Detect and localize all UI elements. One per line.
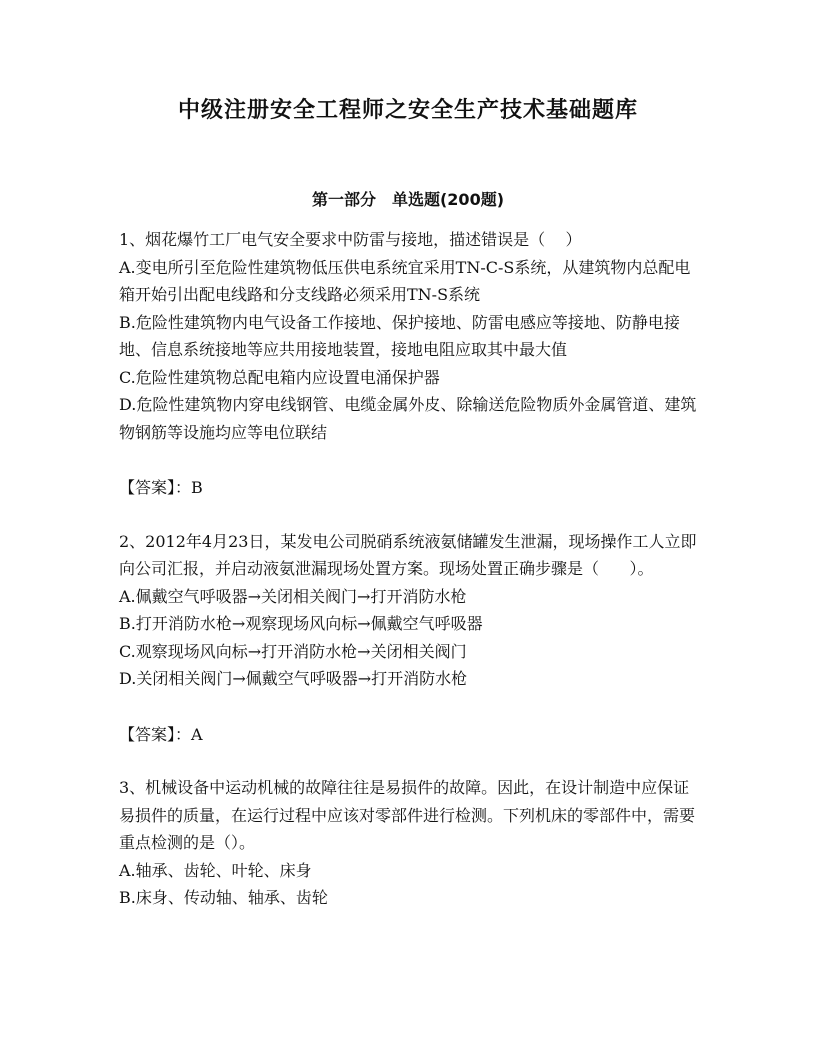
option-b: B.床身、传动轴、轴承、齿轮: [119, 888, 328, 907]
question-1: [119, 226, 699, 502]
option-b: B.危险性建筑物内电气设备工作接地、保护接地、防雷电感应等接地、防静电接地、信息系统接地等应共用接地装置，接地电阻应取其中最大值: [119, 312, 680, 359]
option-b: B.打开消防水枪→观察现场风向标→佩戴空气呼吸器: [119, 614, 483, 633]
option-c: C.危险性建筑物总配电箱内应设置电涌保护器: [119, 367, 440, 387]
option-a: A.佩戴空气呼吸器→关闭相关阀门→打开消防水枪: [119, 586, 467, 606]
question-2: [119, 528, 699, 749]
option-d: D.危险性建筑物内穿电线钢管、电缆金属外皮、除输送危险物质外金属管道、建筑物钢筋等设施均应等电位联结: [119, 395, 697, 442]
question-stem: 3、机械设备中运动机械的故障往往是易损件的故障。因此，在设计制造中应保证易损件的质量，在运行过程中应该对零部件进行检测。下列机床的零部件中，需要重点检测的是（）。: [119, 778, 696, 852]
answer-line: 【答案】：B: [119, 478, 203, 497]
option-d: D.关闭相关阀门→佩戴空气呼吸器→打开消防水枪: [119, 669, 468, 688]
question-3: [119, 774, 699, 912]
question-list: [119, 226, 699, 912]
option-c: C.观察现场风向标→打开消防水枪→关闭相关阀门: [119, 641, 467, 661]
question-stem: 1、烟花爆竹工厂电气安全要求中防雷与接地，描述错误是（ ）: [119, 230, 582, 249]
option-a: A.轴承、齿轮、叶轮、床身: [119, 860, 312, 880]
section-title: 第一部分 单选题(200题): [311, 190, 505, 209]
question-stem: 2、2012年4月23日，某发电公司脱硝系统液氨储罐发生泄漏，现场操作工人立即向公司汇报，并启动液氨泄漏现场处置方案。现场处置正确步骤是（ ）。: [119, 531, 697, 578]
answer-line: 【答案】：A: [119, 724, 203, 744]
document-title: 中级注册安全工程师之安全生产技术基础题库: [177, 98, 638, 123]
option-a: A.变电所引至危险性建筑物低压供电系统宜采用TN-C-S系统，从建筑物内总配电箱开始引出配电线路和分支线路必须采用TN-S系统: [119, 257, 691, 304]
